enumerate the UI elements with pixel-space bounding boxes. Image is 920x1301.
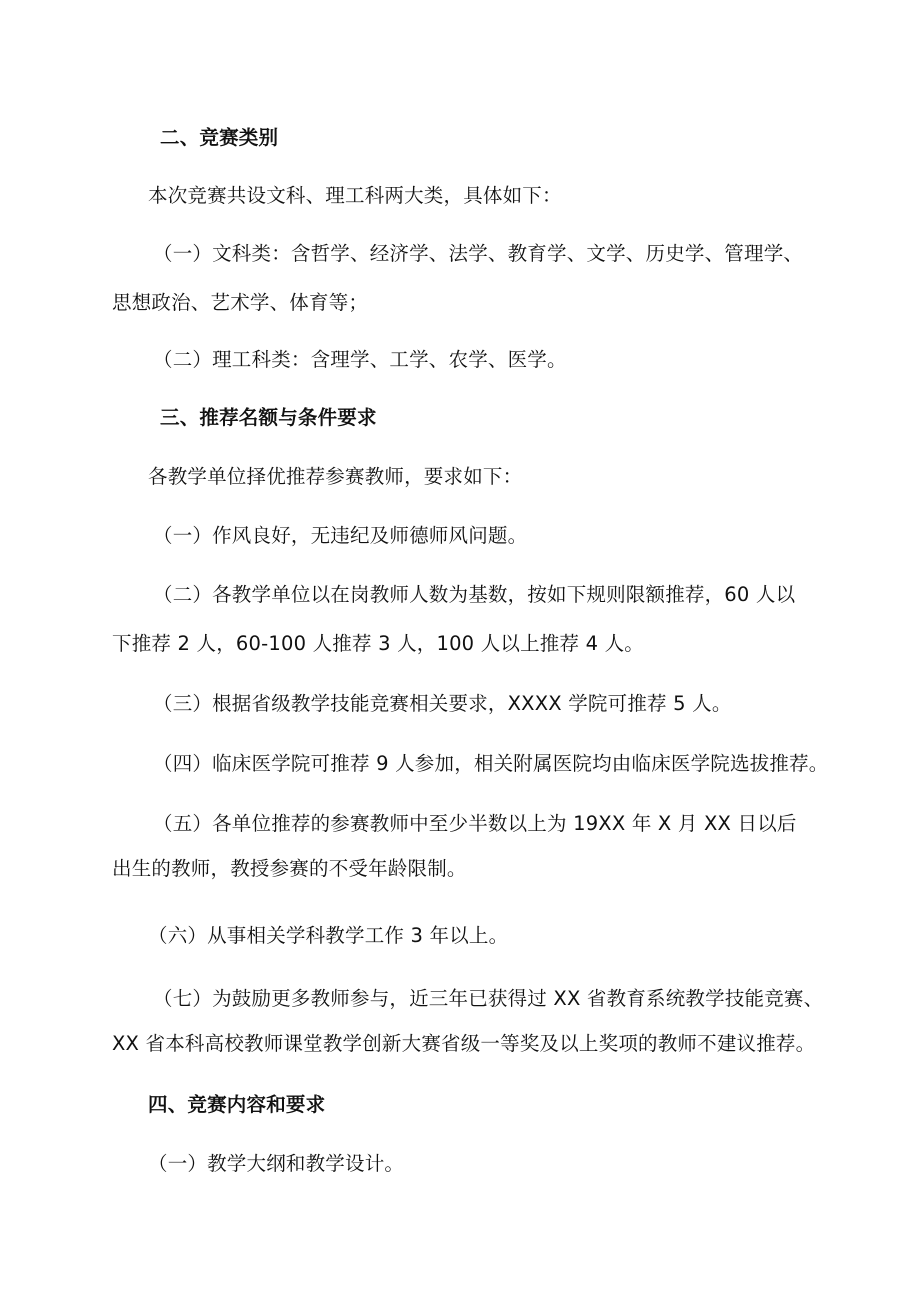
paragraph: 本次竞赛共设文科、理工科两大类，具体如下：: [148, 184, 562, 207]
section-heading: 四、竞赛内容和要求: [148, 1093, 326, 1116]
section-heading: 二、竞赛类别: [160, 126, 279, 149]
list-item-continuation: 下推荐 2 人，60-100 人推荐 3 人，100 人以上推荐 4 人。: [112, 632, 644, 655]
list-item: （一）教学大纲和教学设计。: [148, 1152, 405, 1175]
paragraph: 各教学单位择优推荐参赛教师，要求如下：: [148, 465, 523, 488]
list-item: （一）作风良好，无违纪及师德师风问题。: [153, 524, 528, 547]
list-item-continuation: 出生的教师，教授参赛的不受年龄限制。: [112, 857, 467, 880]
list-item-continuation: 思想政治、艺术学、体育等；: [112, 291, 369, 314]
list-item: （四）临床医学院可推荐 9 人参加，相关附属医院均由临床医学院选拔推荐。: [153, 752, 829, 775]
list-item: （一）文科类：含哲学、经济学、法学、教育学、文学、历史学、管理学、: [153, 242, 804, 265]
list-item: （六）从事相关学科教学工作 3 年以上。: [148, 924, 509, 947]
list-item: （二）理工科类：含理学、工学、农学、医学。: [153, 348, 567, 371]
list-item: （七）为鼓励更多教师参与，近三年已获得过 XX 省教育系统教学技能竞赛、: [153, 987, 824, 1010]
list-item: （三）根据省级教学技能竞赛相关要求，XXXX 学院可推荐 5 人。: [153, 692, 732, 715]
section-heading: 三、推荐名额与条件要求: [160, 406, 377, 429]
list-item: （二）各教学单位以在岗教师人数为基数，按如下规则限额推荐，60 人以: [153, 583, 796, 606]
list-item-continuation: XX 省本科高校教师课堂教学创新大赛省级一等奖及以上奖项的教师不建议推荐。: [112, 1032, 816, 1055]
list-item: （五）各单位推荐的参赛教师中至少半数以上为 19XX 年 X 月 XX 日以后: [153, 812, 797, 835]
